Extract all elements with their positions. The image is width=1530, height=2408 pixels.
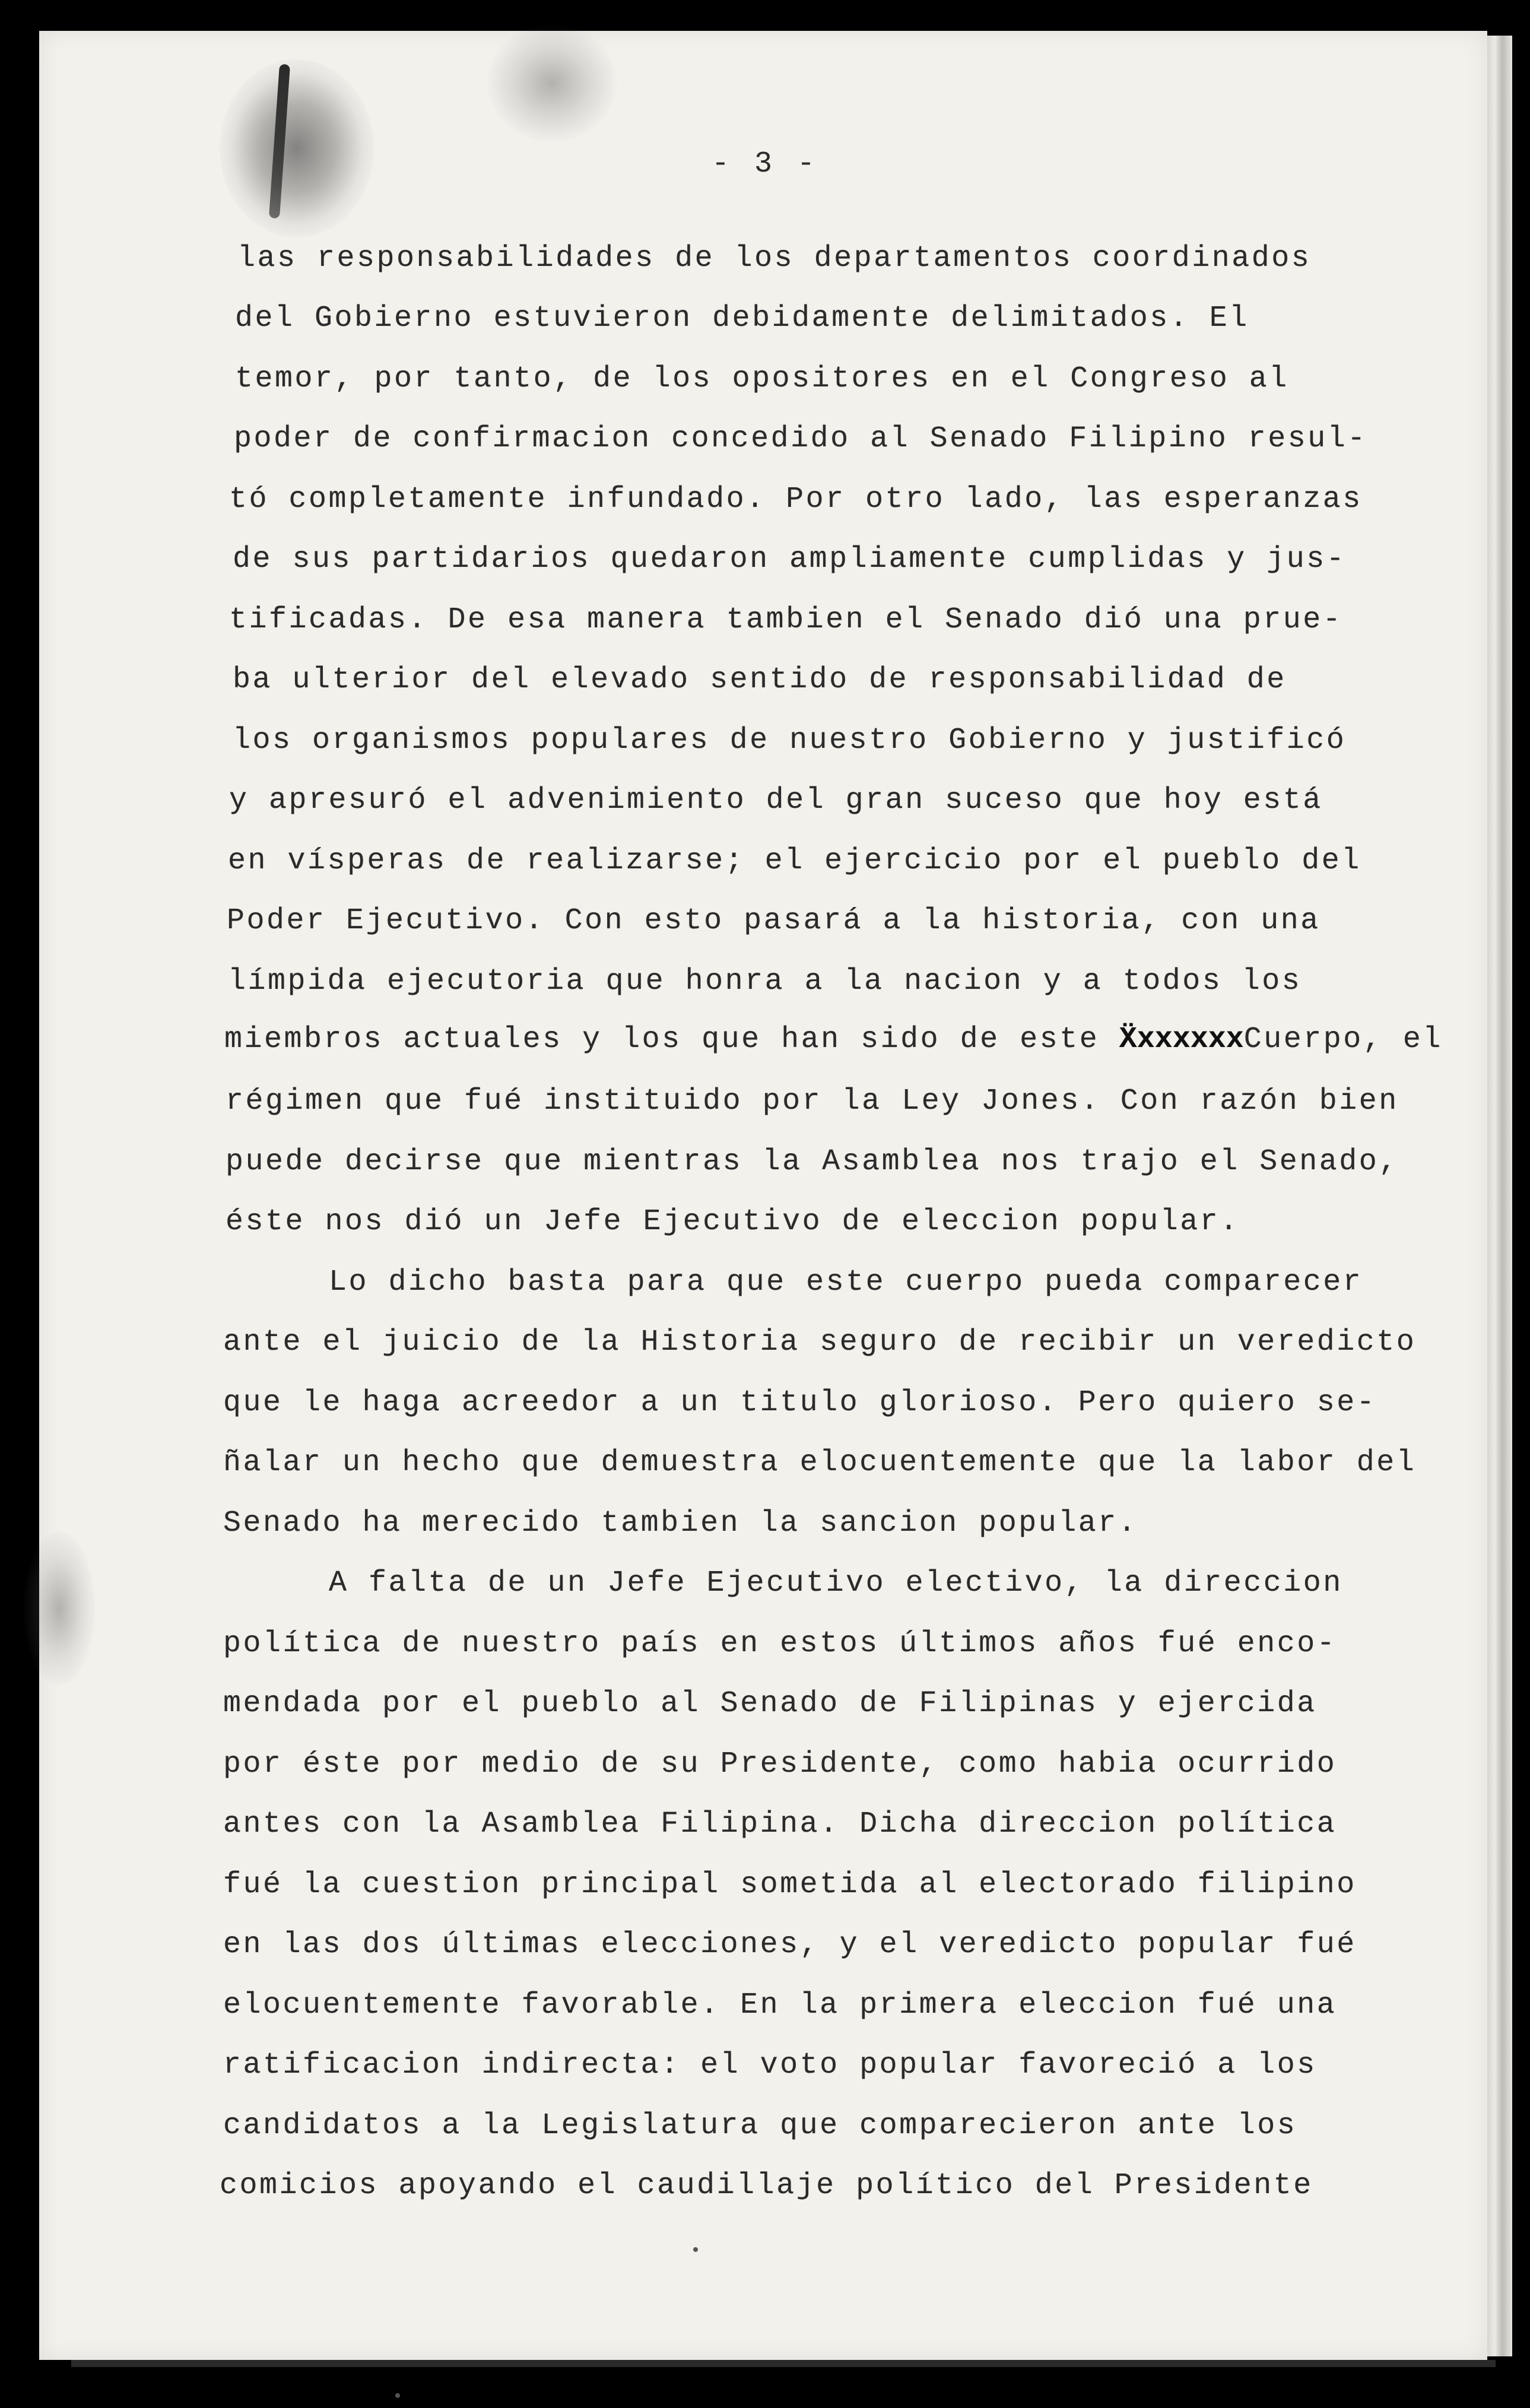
text-line: de sus partidarios quedaron ampliamente cumplidas y jus- — [233, 542, 1347, 576]
text-segment: Cuerpo, el — [1243, 1023, 1443, 1057]
ink-speck — [395, 2393, 400, 2398]
ink-speck — [693, 2247, 698, 2252]
text-line: ñalar un hecho que demuestra elocuentemente que la labor del — [223, 1446, 1417, 1480]
text-line: régimen que fué instituido por la Ley Jones. Con razón bien — [226, 1084, 1399, 1118]
text-line: temor, por tanto, de los opositores en el Congreso al — [235, 362, 1289, 396]
text-line: y apresuró el advenimiento del gran suceso que hoy está — [229, 783, 1323, 817]
text-line: comicios apoyando el caudillaje político del Presidente — [220, 2169, 1313, 2203]
text-line: antes con la Asamblea Filipina. Dicha direccion política — [223, 1807, 1337, 1841]
text-line: del Gobierno estuvieron debidamente delimitados. El — [235, 302, 1249, 335]
text-line: tó completamente infundado. Por otro lado, las esperanzas — [229, 483, 1363, 516]
text-line: las responsabilidades de los departamentos coordinados — [237, 242, 1312, 275]
text-line: que le haga acreedor a un titulo glorioso. Pero quiero se- — [223, 1386, 1377, 1420]
text-line: poder de confirmacion concedido al Senado Filipino resul- — [234, 422, 1367, 456]
text-line: A falta de un Jefe Ejecutivo electivo, la direccion — [329, 1566, 1343, 1600]
text-line: mendada por el pueblo al Senado de Filipinas y ejercida — [223, 1687, 1317, 1721]
text-line: Senado ha merecido tambien la sancion popular. — [223, 1506, 1138, 1540]
text-line: en las dos últimas elecciones, y el veredicto popular fué — [223, 1928, 1357, 1962]
text-line: éste nos dió un Jefe Ejecutivo de eleccion popular. — [226, 1205, 1240, 1239]
text-segment: miembros actuales y los que han sido de este — [224, 1023, 1119, 1057]
text-line: por éste por medio de su Presidente, como habia ocurrido — [223, 1747, 1337, 1781]
text-line: política de nuestro país en estos últimos años fué enco- — [223, 1627, 1337, 1661]
text-line: tificadas. De esa manera tambien el Senado dió una prue- — [229, 603, 1343, 637]
text-line: Lo dicho basta para que este cuerpo pueda comparecer — [329, 1265, 1363, 1299]
text-line: ante el juicio de la Historia seguro de recibir un veredicto — [223, 1325, 1417, 1359]
text-line: candidatos a la Legislatura que comparecieron ante los — [223, 2109, 1297, 2143]
text-line: puede decirse que mientras la Asamblea nos trajo el Senado, — [226, 1145, 1399, 1179]
page-number: - 3 - — [711, 147, 819, 181]
struck-typed-text: Ẍxxxxxx — [1119, 1023, 1244, 1057]
text-line: Poder Ejecutivo. Con esto pasará a la historia, con una — [227, 904, 1321, 938]
text-line: límpida ejecutoria que honra a la nacion y a todos los — [228, 965, 1302, 998]
text-line: en vísperas de realizarse; el ejercicio por el pueblo del — [228, 844, 1361, 878]
text-line-with-strike — [224, 1022, 1443, 1058]
text-line: fué la cuestion principal sometida al electorado filipino — [223, 1868, 1357, 1902]
text-line: los organismos populares de nuestro Gobierno y justificó — [233, 724, 1347, 757]
text-line: elocuentemente favorable. En la primera eleccion fué una — [223, 1988, 1337, 2022]
text-line: ratificacion indirecta: el voto popular favoreció a los — [223, 2048, 1317, 2082]
text-line: ba ulterior del elevado sentido de responsabilidad de — [233, 663, 1287, 697]
page-edge-right — [1487, 36, 1512, 2356]
page-edge-bottom — [71, 2360, 1496, 2367]
